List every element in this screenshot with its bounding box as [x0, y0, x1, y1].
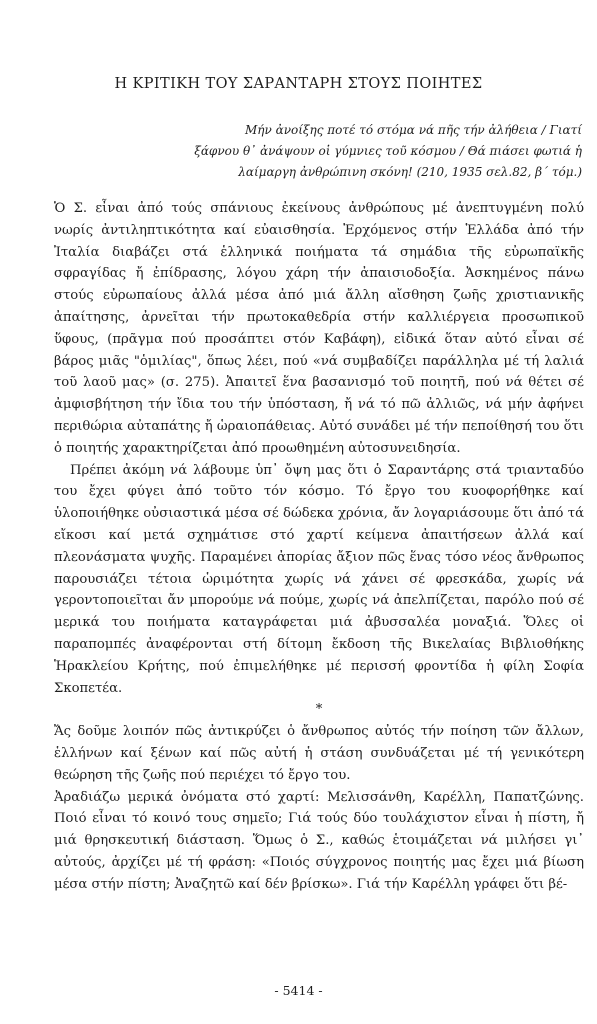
page-number: - 5414 -	[274, 983, 323, 998]
epigraph	[150, 120, 582, 183]
paragraph: Ὁ Σ. εἶναι ἀπό τούς σπάνιους ἐκείνους ἀνθρώπους μέ ἀνεπτυγμένη πολύ νωρίς ἀντιληπτικότητα καί εὐαισθησία. Ἐρχόμενος στήν Ἑλλάδα ἀπό τήν Ἰταλία διαβάζει στά ἑλληνικά ποιήματα τά σημάδια τῆς εὐρωπαϊκῆς σφραγίδας ἤ ἐπίδρασης, λόγου χάρη τήν ἀπαισιοδοξία. Ἀσκημένος πάνω στούς εὐρωπαίους ἀλλά μέσα ἀπό μιά ἄλλη αἴσθηση ζωῆς χριστιανικῆς ἀπαίτησης, ἀρνεῖται τήν πρωτοκαθεδρία στήν καλλιέργεια προσωπικοῦ ὕφους, (πρᾶγμα πού προσάπτει στόν Καβάφη), εἰδικά ὅταν αὐτό εἶναι σέ βάρος μιᾶς "ὁμιλίας", ὅπως λέει, πού «νά συμβαδίζει παράλληλα μέ τή λαλιά τοῦ λαοῦ μας» (σ. 275). Ἀπαιτεῖ ἕνα βασανισμό τοῦ ποιητῆ, πού νά θέτει σέ ἀμφισβήτηση τήν ἴδια του τήν ὑπόσταση, ἤ νά τό πῶ ἀλλιῶς, νά μήν ἀφήνει περιθώρια αὐταπάτης ἤ ὡραιοπάθειας. Αὐτό συνάδει μέ τήν πεποίθησή του ὅτι ὁ ποιητής χαρακτηρίζεται ἀπό προωθημένη αὐτοσυνειδησία.	[54, 201, 584, 456]
epigraph-line: λαίμαργη ἀνθρώπινη σκόνη! (210, 1935 σελ.82, β΄ τόμ.)	[238, 165, 582, 179]
paragraph: Πρέπει ἀκόμη νά λάβουμε ὑπ᾽ ὄψη μας ὅτι ὁ Σαραντάρης στά τριανταδύο του ἔχει φύγει ἀπό τοῦτο τόν κόσμο. Τό ἔργο του κυοφορήθηκε καί ὑλοποιήθηκε οὐσιαστικά μέσα σέ δώδεκα χρόνια, ἄν λογαριάσουμε ὅτι ἀπό τά εἴκοσι καί μετά σχημάτισε στό χαρτί κείμενα ἀπαιτήσεων ἀλλά καί πλεονάσματα ψυχῆς. Παραμένει ἀπορίας ἄξιον πῶς ἕνας τόσο νέος ἄνθρωπος παρουσιάζει τέτοια ὡριμότητα χωρίς νά χάνει σέ φρεσκάδα, χωρίς νά γεροντοποιεῖται ἄν μπορούμε νά πούμε, χωρίς νά ἀπελπίζεται, παρόλο πού σέ μερικά του ποιήματα καταγράφεται μιά ἀβυσσαλέα μοναξιά. Ὅλες οἱ παραπομπές ἀναφέρονται στή δίτομη ἔκδοση τῆς Βικελαίας Βιβλιοθήκης Ἡρακλείου Κρήτης, πού ἐπιμελήθηκε μέ περισσή φροντίδα ἡ φίλη Σοφία Σκοπετέα.	[54, 462, 584, 696]
epigraph-line: Μήν ἀνοίξης ποτέ τό στόμα νά πῆς τήν ἀλήθεια / Γιατί	[245, 123, 582, 137]
section-separator: *	[315, 702, 323, 718]
epigraph-line: ξάφνου θ᾽ ἀνάψουν οἱ γύμνιες τοῦ κόσμου / Θά πιάσει φωτιά ἡ	[194, 144, 582, 158]
body-text	[54, 198, 584, 896]
paragraph: Ἀραδιάζω μερικά ὀνόματα στό χαρτί: Μελισσάνθη, Καρέλλη, Παπατζώνης. Ποιό εἶναι τό κοινό τους σημεῖο; Γιά τούς δύο τουλάχιστον εἶναι ἡ πίστη, ἤ μιά θρησκευτική διάσταση. Ὅμως ὁ Σ., καθώς ἑτοιμάζεται νά μιλήσει γι᾽ αὐτούς, ἀρχίζει μέ τή φράση: «Ποιός σύγχρονος ποιητής μας ἔχει μιά βίωση μέσα στήν πίστη; Ἀναζητῶ καί δέν βρίσκω». Γιά τήν Καρέλλη γράφει ὅτι βέ-	[54, 789, 584, 892]
page-title: Η ΚΡΙΤΙΚΗ ΤΟΥ ΣΑΡΑΝΤΑΡΗ ΣΤΟΥΣ ΠΟΙΗΤΕΣ	[114, 76, 483, 92]
paragraph: Ἄς δοῦμε λοιπόν πῶς ἀντικρύζει ὁ ἄνθρωπος αὐτός τήν ποίηση τῶν ἄλλων, ἑλλήνων καί ξένων καί πῶς αὐτή ἡ στάση συνδυάζεται μέ τή γενικότερη θεώρηση τῆς ζωῆς πού περιέχει τό ἔργο του.	[54, 724, 584, 783]
